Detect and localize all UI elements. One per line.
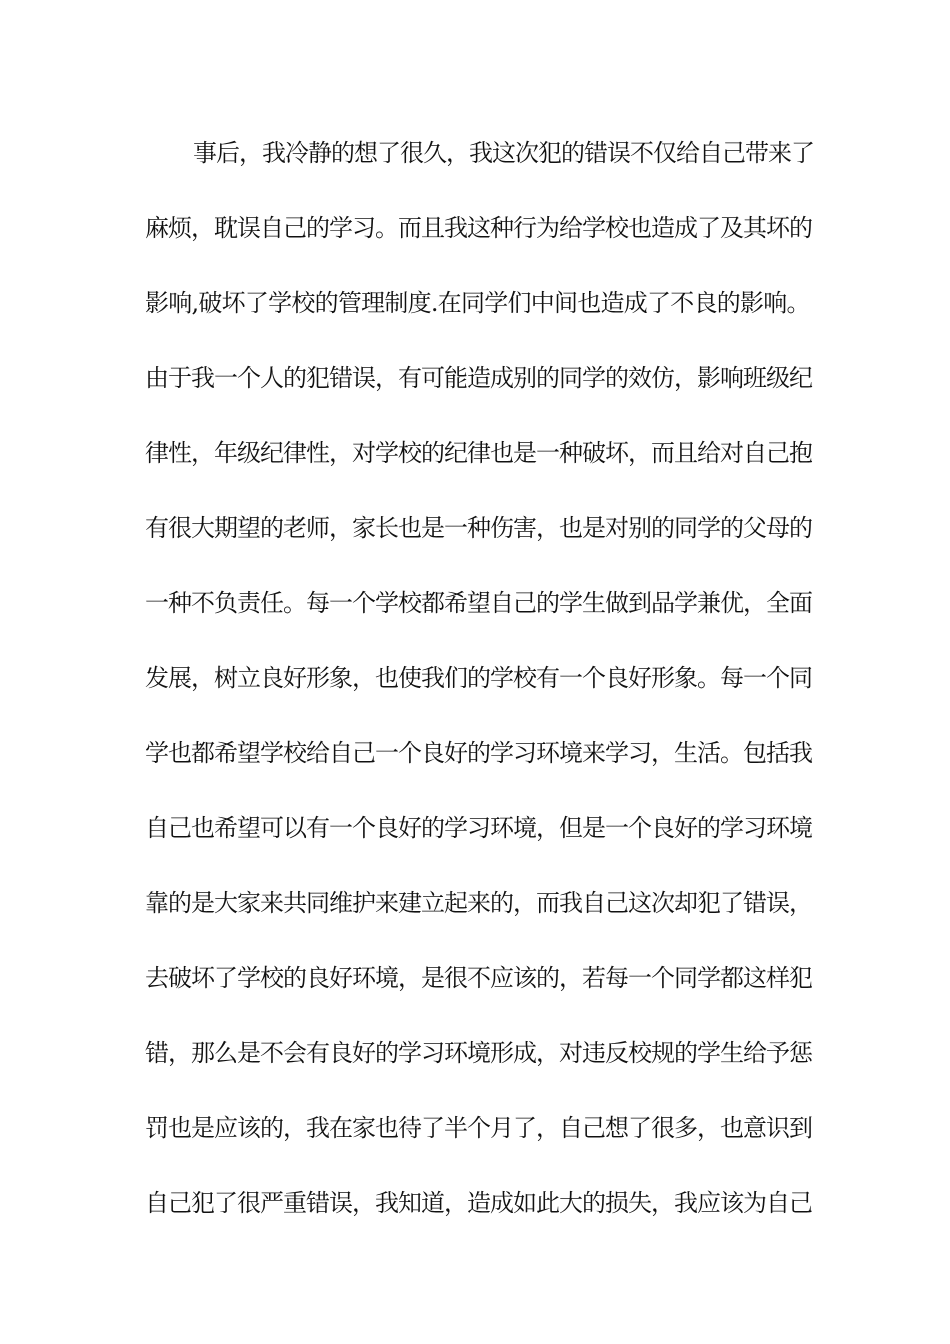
- body-paragraph: [145, 136, 815, 1261]
- text-line: 自己犯了很严重错误，我知道，造成如此大的损失，我应该为自己: [145, 1189, 812, 1217]
- text-line: 去破坏了学校的良好环境，是很不应该的，若每一个同学都这样犯: [145, 964, 812, 992]
- text-line: 学也都希望学校给自己一个良好的学习环境来学习，生活。包括我: [145, 739, 812, 767]
- text-line: 影响,破坏了学校的管理制度.在同学们中间也造成了不良的影响。: [145, 289, 810, 317]
- text-line: 错，那么是不会有良好的学习环境形成，对违反校规的学生给予惩: [145, 1039, 812, 1067]
- text-line: 靠的是大家来共同维护来建立起来的，而我自己这次却犯了错误，: [145, 889, 812, 917]
- text-line: 一种不负责任。每一个学校都希望自己的学生做到品学兼优，全面: [145, 589, 812, 617]
- text-line: 发展，树立良好形象，也使我们的学校有一个良好形象。每一个同: [145, 664, 812, 692]
- text-line: 事后，我冷静的想了很久，我这次犯的错误不仅给自己带来了: [193, 139, 814, 167]
- text-line: 有很大期望的老师，家长也是一种伤害，也是对别的同学的父母的: [145, 514, 812, 542]
- text-line: 麻烦，耽误自己的学习。而且我这种行为给学校也造成了及其坏的: [145, 214, 812, 242]
- text-line: 律性，年级纪律性，对学校的纪律也是一种破坏，而且给对自己抱: [145, 439, 812, 467]
- text-line: 罚也是应该的，我在家也待了半个月了，自己想了很多，也意识到: [145, 1114, 812, 1142]
- text-line: 自己也希望可以有一个良好的学习环境，但是一个良好的学习环境: [145, 814, 812, 842]
- text-line: 由于我一个人的犯错误，有可能造成别的同学的效仿，影响班级纪: [145, 364, 812, 392]
